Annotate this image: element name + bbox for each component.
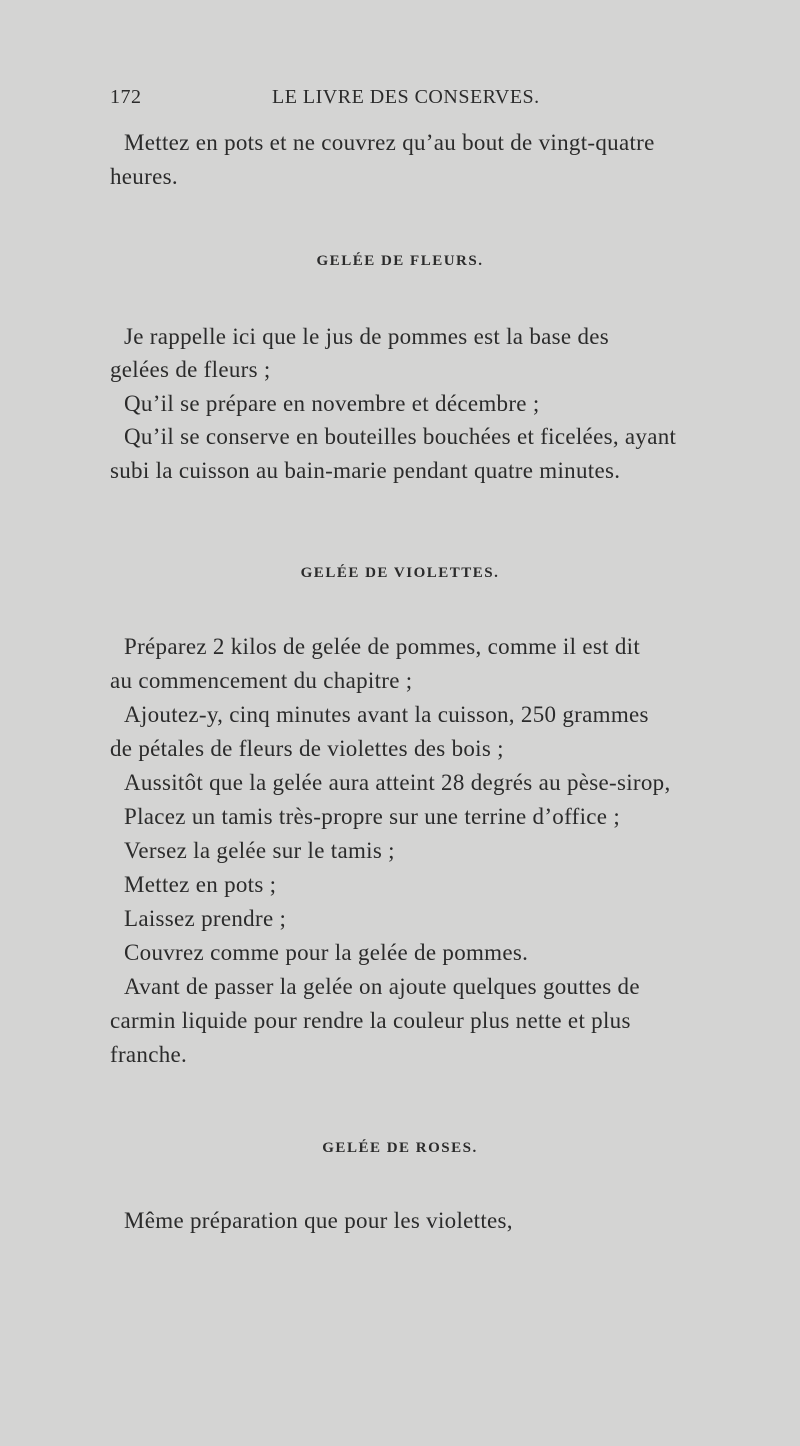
text-line: Qu’il se conserve en bouteilles bouchées et ficelées, ayant	[124, 424, 677, 449]
text-line: au commencement du chapitre ;	[110, 668, 413, 693]
text-line: Ajoutez-y, cinq minutes avant la cuisson, 250 grammes	[124, 702, 649, 727]
text-line: franche.	[110, 1042, 188, 1067]
text-line: Mettez en pots ;	[124, 872, 277, 897]
text-line: heures.	[110, 164, 178, 189]
section-heading-fleurs: GELÉE DE FLEURS.	[316, 253, 484, 269]
text-line: Placez un tamis très-propre sur une terrine d’office ;	[124, 804, 621, 829]
section-heading-roses: GELÉE DE ROSES.	[322, 1140, 478, 1156]
text-line: Qu’il se prépare en novembre et décembre ;	[124, 391, 540, 416]
text-line: Même préparation que pour les violettes,	[124, 1208, 513, 1233]
text-line: Mettez en pots et ne couvrez qu’au bout de vingt-quatre	[124, 130, 655, 155]
section-heading-violettes: GELÉE DE VIOLETTES.	[300, 565, 500, 581]
text-line: Couvrez comme pour la gelée de pommes.	[124, 940, 529, 965]
page-number: 172	[110, 86, 142, 108]
text-line: de pétales de fleurs de violettes des bois ;	[110, 736, 504, 761]
text-line: Laissez prendre ;	[124, 906, 287, 931]
text-line: carmin liquide pour rendre la couleur plus nette et plus	[110, 1008, 631, 1033]
text-line: Je rappelle ici que le jus de pommes est la base des	[124, 324, 610, 349]
text-line: subi la cuisson au bain-marie pendant quatre minutes.	[110, 458, 621, 483]
text-line: Aussitôt que la gelée aura atteint 28 degrés au pèse-sirop,	[124, 770, 671, 795]
text-line: Avant de passer la gelée on ajoute quelques gouttes de	[124, 974, 640, 999]
text-line: gelées de fleurs ;	[110, 357, 271, 382]
running-title: LE LIVRE DES CONSERVES.	[272, 86, 540, 108]
text-line: Préparez 2 kilos de gelée de pommes, comme il est dit	[124, 634, 641, 659]
text-line: Versez la gelée sur le tamis ;	[124, 838, 395, 863]
page-header	[110, 86, 740, 112]
